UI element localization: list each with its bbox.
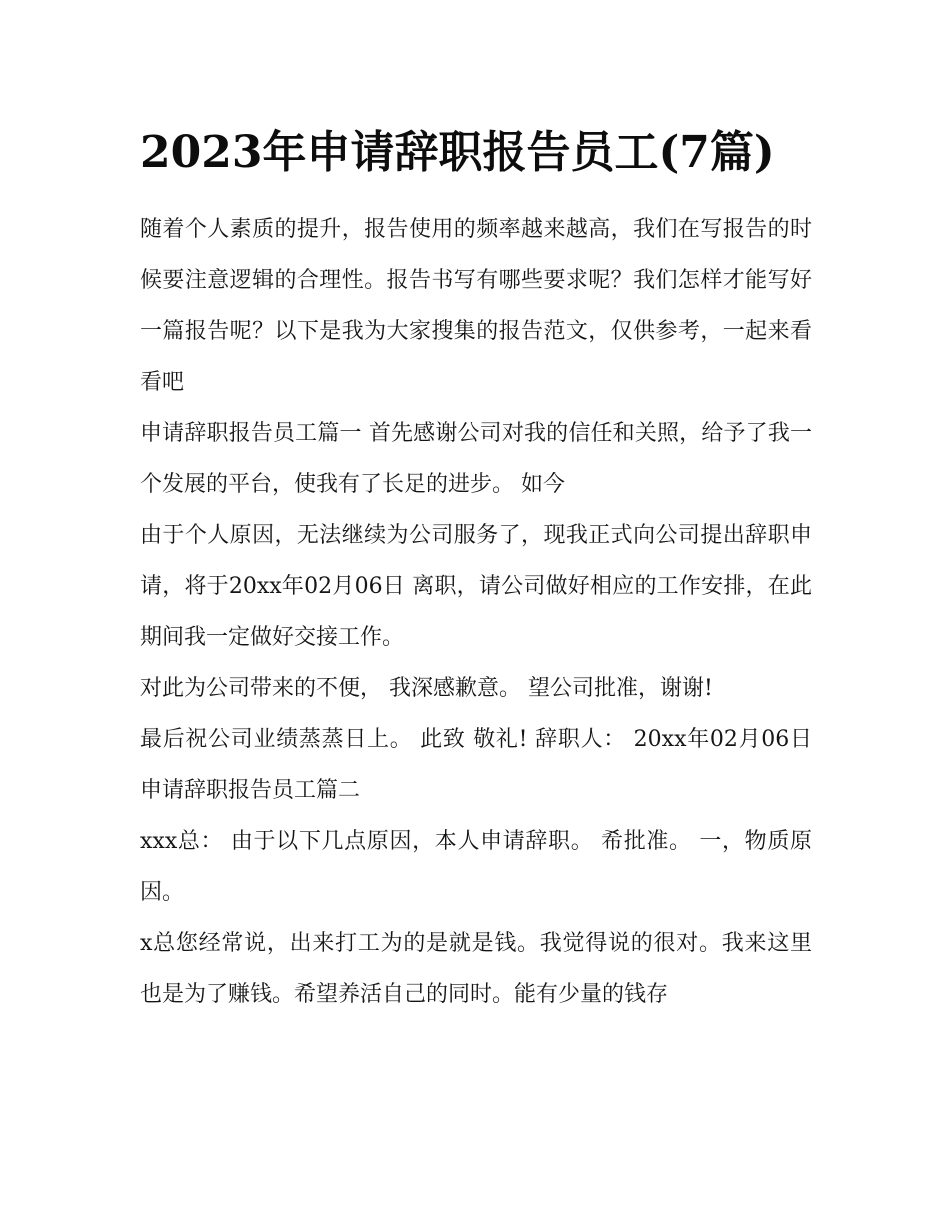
paragraph-1: 申请辞职报告员工篇一 首先感谢公司对我的信任和关照，给予了我一个发展的平台，使我有了长足的进步。 如今 <box>140 421 812 497</box>
paragraph-2: 由于个人原因，无法继续为公司服务了，现我正式向公司提出辞职申请，将于20xx年02月06日 离职，请公司做好相应的工作安排，在此期间我一定做好交接工作。 <box>140 523 812 650</box>
paragraph-6: x总您经常说，出来打工为的是就是钱。我觉得说的很对。我来这里也是为了赚钱。希望养活自己的同时。能有少量的钱存 <box>140 931 812 1007</box>
paragraph-4: 最后祝公司业绩蒸蒸日上。 此致 敬礼! 辞职人： 20xx年02月06日 申请辞职报告员工篇二 <box>140 727 812 803</box>
paragraph-5: xxx总： 由于以下几点原因，本人申请辞职。 希批准。 一，物质原因。 <box>140 829 812 905</box>
document-content <box>140 118 812 1020</box>
document-title: 2023年申请辞职报告员工(7篇) <box>140 127 775 178</box>
paragraph-intro: 随着个人素质的提升，报告使用的频率越来越高，我们在写报告的时候要注意逻辑的合理性。报告书写有哪些要求呢？我们怎样才能写好一篇报告呢？以下是我为大家搜集的报告范文，仅供参考，一起来看看吧 <box>140 217 812 395</box>
document-body <box>140 204 812 1020</box>
paragraph-3: 对此为公司带来的不便， 我深感歉意。 望公司批准，谢谢! <box>140 676 713 701</box>
